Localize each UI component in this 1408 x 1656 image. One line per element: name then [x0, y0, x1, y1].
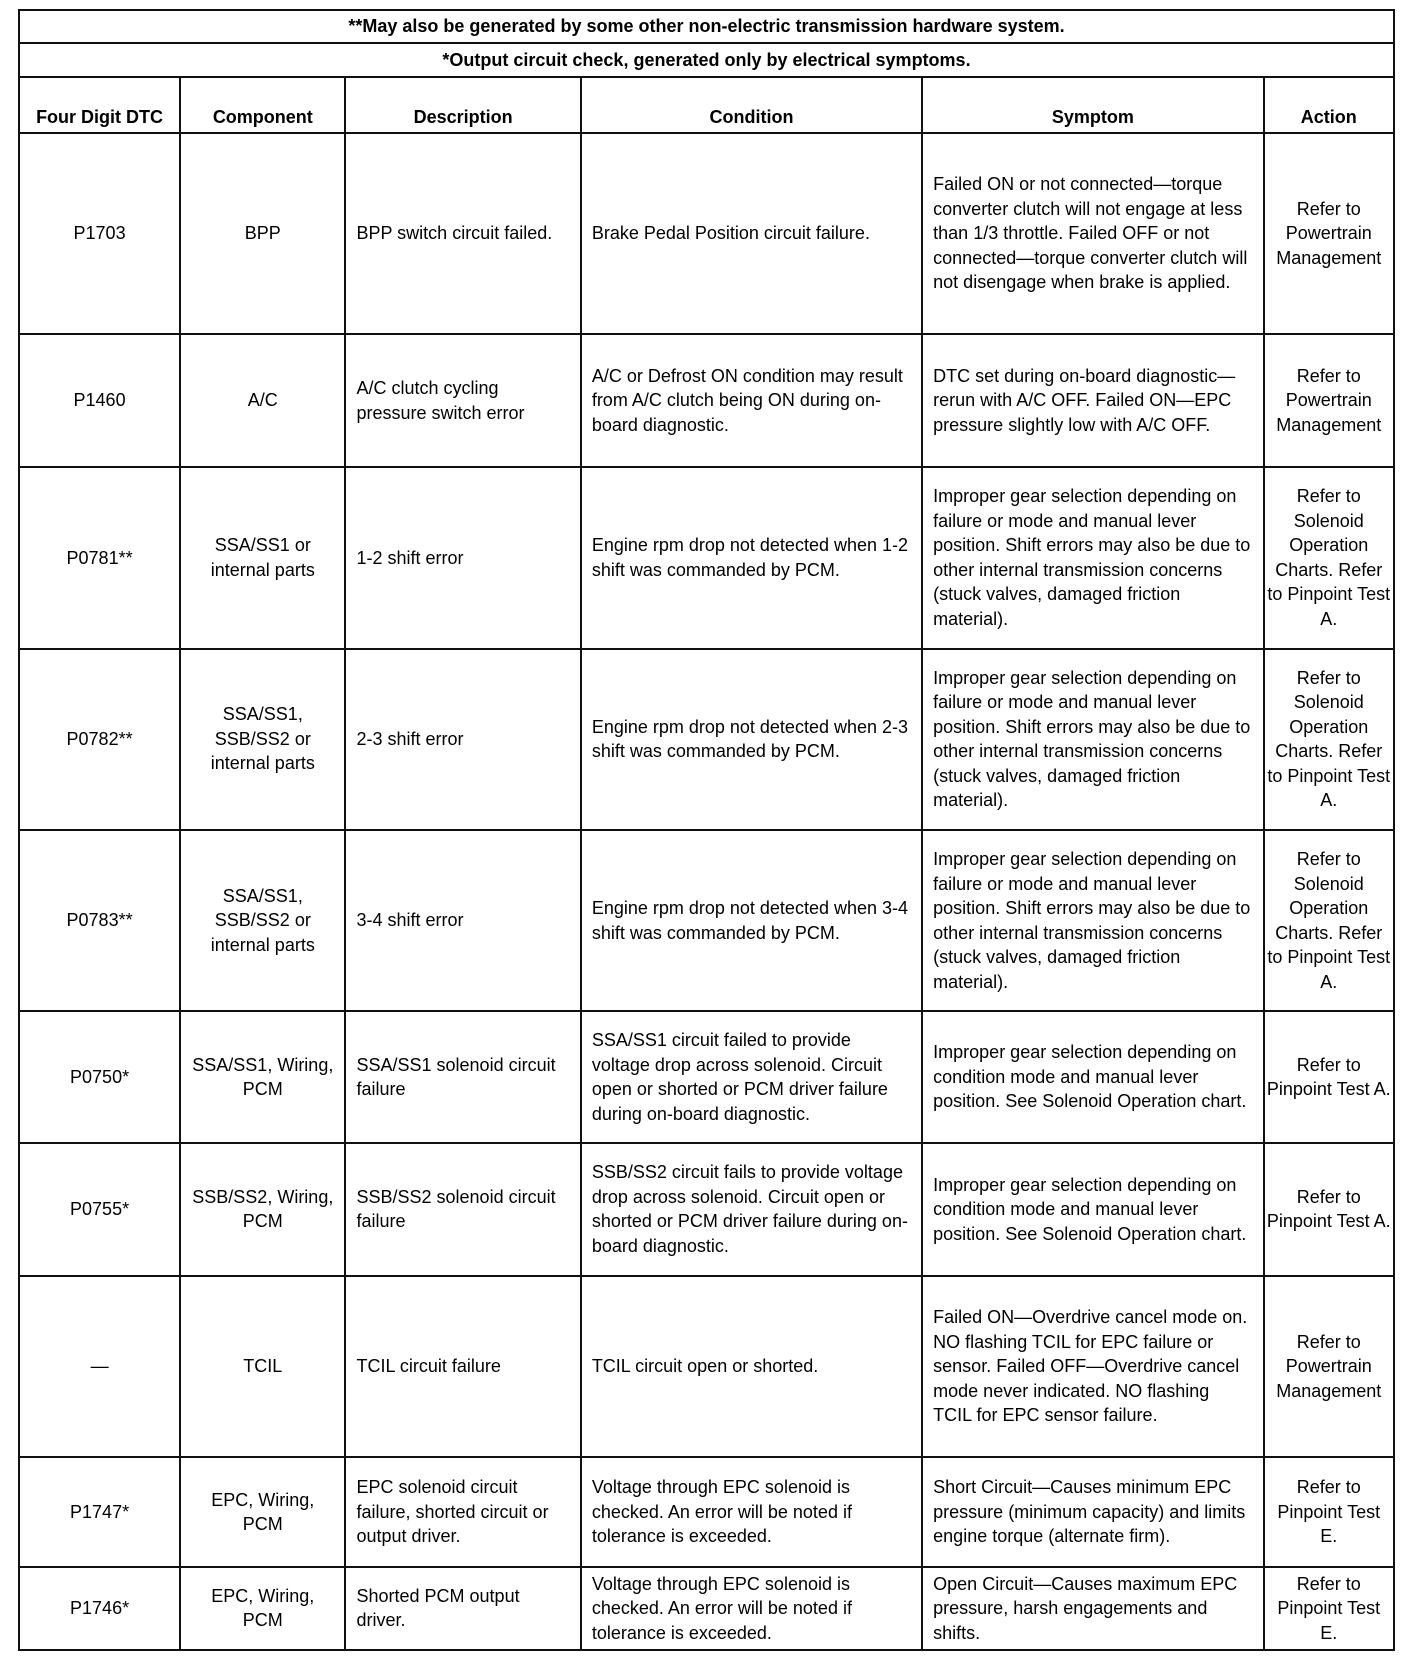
- dtc-code: P0755*: [19, 1143, 180, 1276]
- component: SSA/SS1, SSB/SS2 or internal parts: [180, 830, 345, 1011]
- description: 2-3 shift error: [345, 649, 580, 830]
- condition: SSB/SS2 circuit fails to provide voltage drop across solenoid. Circuit open or shorted or PCM driver failure during on-board diagnostic.: [581, 1143, 922, 1276]
- component: BPP: [180, 133, 345, 335]
- note-row: [19, 43, 1394, 76]
- action: Refer to Pinpoint Test A.: [1264, 1011, 1395, 1143]
- table-row: [19, 1276, 1394, 1457]
- dtc-code: P0781**: [19, 467, 180, 648]
- dtc-code: P0783**: [19, 830, 180, 1011]
- description: 3-4 shift error: [345, 830, 580, 1011]
- table-row: [19, 467, 1394, 648]
- table-row: [19, 1011, 1394, 1143]
- condition: Engine rpm drop not detected when 2-3 shift was commanded by PCM.: [581, 649, 922, 830]
- header-symptom: Symptom: [922, 77, 1263, 133]
- dtc-code: P1747*: [19, 1457, 180, 1566]
- component: TCIL: [180, 1276, 345, 1457]
- symptom: Failed ON or not connected—torque converter clutch will not engage at less than 1/3 throttle. Failed OFF or not connected—torque converter clutch will not disengage when brake is applied.: [922, 133, 1263, 335]
- symptom: Improper gear selection depending on failure or mode and manual lever position. Shift errors may also be due to other internal transmission concerns (stuck valves, damaged friction material).: [922, 467, 1263, 648]
- dtc-code: P1746*: [19, 1567, 180, 1650]
- action: Refer to Solenoid Operation Charts. Refer to Pinpoint Test A.: [1264, 830, 1395, 1011]
- dtc-code: P1703: [19, 133, 180, 335]
- description: SSB/SS2 solenoid circuit failure: [345, 1143, 580, 1276]
- action: Refer to Pinpoint Test E.: [1264, 1567, 1395, 1650]
- header-condition: Condition: [581, 77, 922, 133]
- description: 1-2 shift error: [345, 467, 580, 648]
- description: SSA/SS1 solenoid circuit failure: [345, 1011, 580, 1143]
- table-row: [19, 649, 1394, 830]
- header-row: [19, 77, 1394, 133]
- symptom: DTC set during on-board diagnostic—rerun with A/C OFF. Failed ON—EPC pressure slightly low with A/C OFF.: [922, 334, 1263, 467]
- action: Refer to Pinpoint Test A.: [1264, 1143, 1395, 1276]
- table-row: [19, 830, 1394, 1011]
- condition: A/C or Defrost ON condition may result from A/C clutch being ON during on-board diagnostic.: [581, 334, 922, 467]
- condition: Voltage through EPC solenoid is checked. An error will be noted if tolerance is exceeded.: [581, 1457, 922, 1566]
- dtc-table: [18, 9, 1395, 1651]
- table-row: [19, 1567, 1394, 1650]
- description: A/C clutch cycling pressure switch error: [345, 334, 580, 467]
- header-action: Action: [1264, 77, 1395, 133]
- header-component: Component: [180, 77, 345, 133]
- symptom: Improper gear selection depending on failure or mode and manual lever position. Shift errors may also be due to other internal transmission concerns (stuck valves, damaged friction material).: [922, 830, 1263, 1011]
- action: Refer to Powertrain Management: [1264, 133, 1395, 335]
- component: SSA/SS1, SSB/SS2 or internal parts: [180, 649, 345, 830]
- symptom: Improper gear selection depending on condition mode and manual lever position. See Solenoid Operation chart.: [922, 1143, 1263, 1276]
- note-hardware: **May also be generated by some other non-electric transmission hardware system.: [19, 10, 1394, 43]
- condition: Engine rpm drop not detected when 1-2 shift was commanded by PCM.: [581, 467, 922, 648]
- condition: TCIL circuit open or shorted.: [581, 1276, 922, 1457]
- symptom: Improper gear selection depending on condition mode and manual lever position. See Solenoid Operation chart.: [922, 1011, 1263, 1143]
- dtc-code: P1460: [19, 334, 180, 467]
- table-row: [19, 1143, 1394, 1276]
- action: Refer to Powertrain Management: [1264, 334, 1395, 467]
- action: Refer to Pinpoint Test E.: [1264, 1457, 1395, 1566]
- dtc-code: P0782**: [19, 649, 180, 830]
- note-row: [19, 10, 1394, 43]
- condition: Engine rpm drop not detected when 3-4 shift was commanded by PCM.: [581, 830, 922, 1011]
- table-row: [19, 1457, 1394, 1566]
- condition: Brake Pedal Position circuit failure.: [581, 133, 922, 335]
- note-output-circuit: *Output circuit check, generated only by electrical symptoms.: [19, 43, 1394, 76]
- dtc-code: —: [19, 1276, 180, 1457]
- action: Refer to Solenoid Operation Charts. Refer to Pinpoint Test A.: [1264, 649, 1395, 830]
- table-row: [19, 133, 1394, 335]
- header-description: Description: [345, 77, 580, 133]
- description: BPP switch circuit failed.: [345, 133, 580, 335]
- action: Refer to Powertrain Management: [1264, 1276, 1395, 1457]
- component: SSA/SS1 or internal parts: [180, 467, 345, 648]
- symptom: Short Circuit—Causes minimum EPC pressure (minimum capacity) and limits engine torque (alternate firm).: [922, 1457, 1263, 1566]
- condition: Voltage through EPC solenoid is checked. An error will be noted if tolerance is exceeded.: [581, 1567, 922, 1650]
- component: EPC, Wiring, PCM: [180, 1457, 345, 1566]
- action: Refer to Solenoid Operation Charts. Refer to Pinpoint Test A.: [1264, 467, 1395, 648]
- dtc-code: P0750*: [19, 1011, 180, 1143]
- description: TCIL circuit failure: [345, 1276, 580, 1457]
- condition: SSA/SS1 circuit failed to provide voltage drop across solenoid. Circuit open or shorted or PCM driver failure during on-board diagnostic.: [581, 1011, 922, 1143]
- description: Shorted PCM output driver.: [345, 1567, 580, 1650]
- component: EPC, Wiring, PCM: [180, 1567, 345, 1650]
- header-dtc: Four Digit DTC: [19, 77, 180, 133]
- component: SSA/SS1, Wiring, PCM: [180, 1011, 345, 1143]
- component: A/C: [180, 334, 345, 467]
- description: EPC solenoid circuit failure, shorted circuit or output driver.: [345, 1457, 580, 1566]
- symptom: Failed ON—Overdrive cancel mode on. NO flashing TCIL for EPC failure or sensor. Failed OFF—Overdrive cancel mode never indicated. NO flashing TCIL for EPC sensor failure.: [922, 1276, 1263, 1457]
- symptom: Open Circuit—Causes maximum EPC pressure, harsh engagements and shifts.: [922, 1567, 1263, 1650]
- table-row: [19, 334, 1394, 467]
- symptom: Improper gear selection depending on failure or mode and manual lever position. Shift errors may also be due to other internal transmission concerns (stuck valves, damaged friction material).: [922, 649, 1263, 830]
- component: SSB/SS2, Wiring, PCM: [180, 1143, 345, 1276]
